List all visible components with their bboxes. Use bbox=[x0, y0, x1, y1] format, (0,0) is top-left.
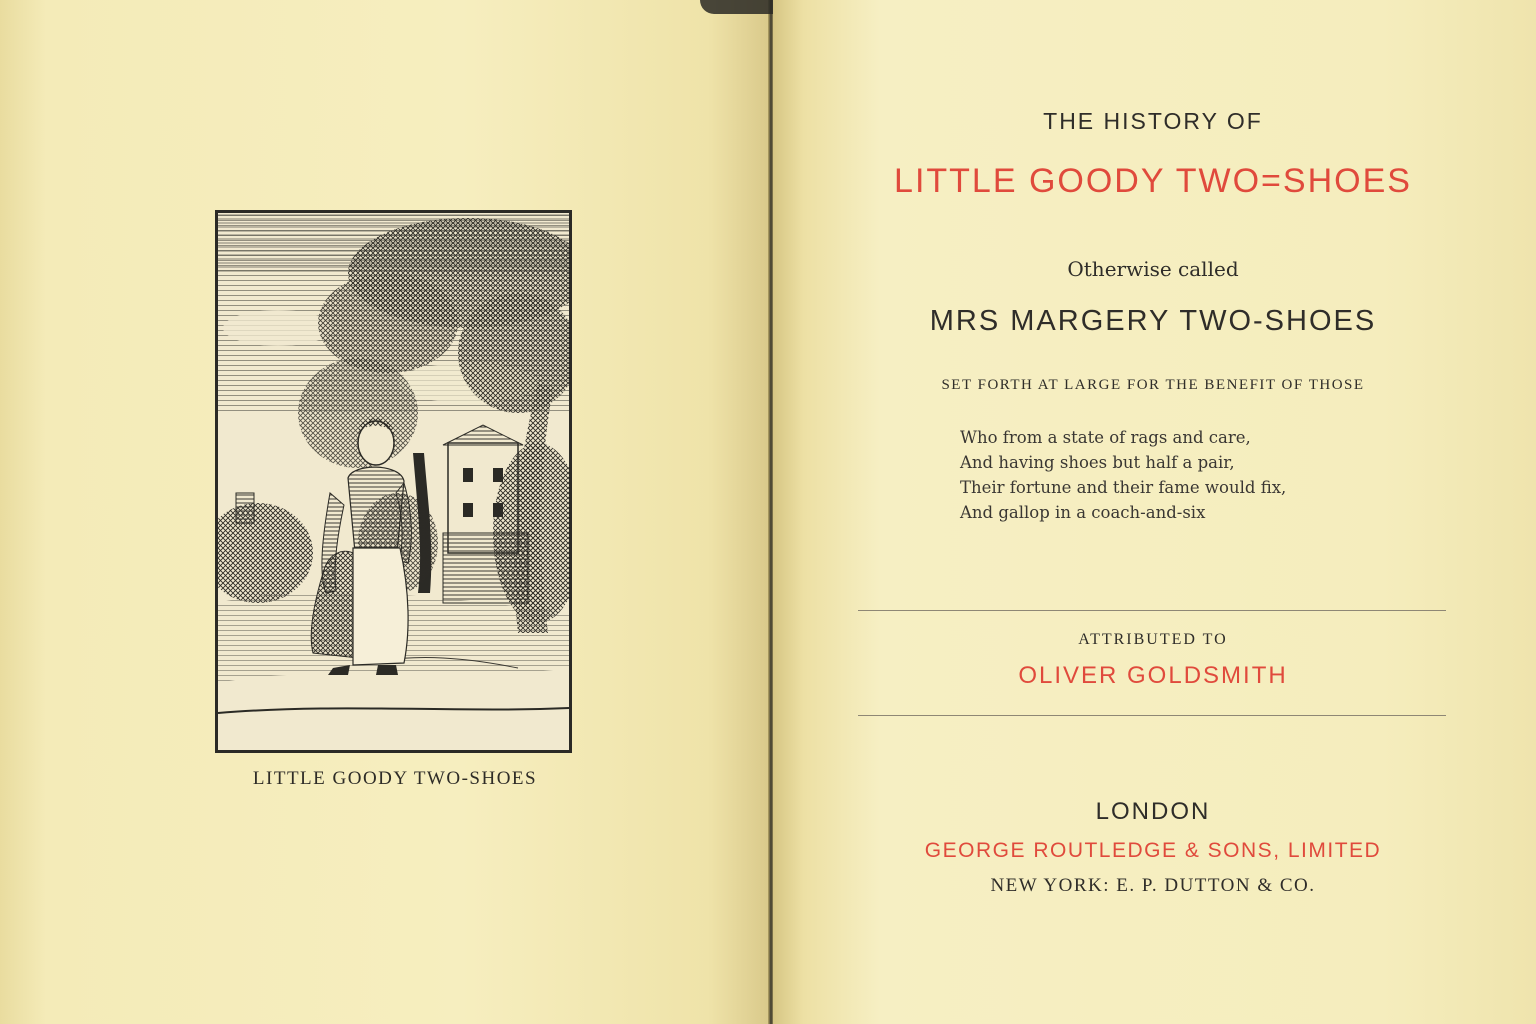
frontispiece-illustration bbox=[215, 210, 572, 753]
book-title: LITTLE GOODY TWO=SHOES bbox=[894, 162, 1412, 200]
attributed-to-label: ATTRIBUTED TO bbox=[1078, 631, 1228, 648]
engraving-image bbox=[218, 213, 569, 750]
publisher-name: GEORGE ROUTLEDGE & SONS, LIMITED bbox=[924, 839, 1382, 862]
frontispiece-caption: LITTLE GOODY TWO-SHOES bbox=[252, 768, 538, 789]
verse-line: And gallop in a coach-and-six bbox=[960, 503, 1206, 522]
divider-rule bbox=[858, 610, 1446, 611]
set-forth-line: SET FORTH AT LARGE FOR THE BENEFIT OF THOSE bbox=[941, 377, 1365, 393]
new-york-imprint: NEW YORK: E. P. DUTTON & CO. bbox=[990, 875, 1316, 896]
divider-rule bbox=[858, 715, 1446, 716]
imprint-city: LONDON bbox=[1095, 798, 1211, 825]
author-name: OLIVER GOLDSMITH bbox=[1018, 662, 1288, 689]
verse-line: And having shoes but half a pair, bbox=[960, 453, 1235, 472]
otherwise-called: Otherwise called bbox=[1067, 257, 1239, 281]
epigraph-verse bbox=[960, 425, 1286, 525]
verse-line: Who from a state of rags and care, bbox=[960, 428, 1251, 447]
history-of-heading: THE HISTORY OF bbox=[1043, 108, 1263, 134]
alternate-title: MRS MARGERY TWO-SHOES bbox=[929, 305, 1377, 337]
verse-line: Their fortune and their fame would fix, bbox=[960, 478, 1287, 497]
